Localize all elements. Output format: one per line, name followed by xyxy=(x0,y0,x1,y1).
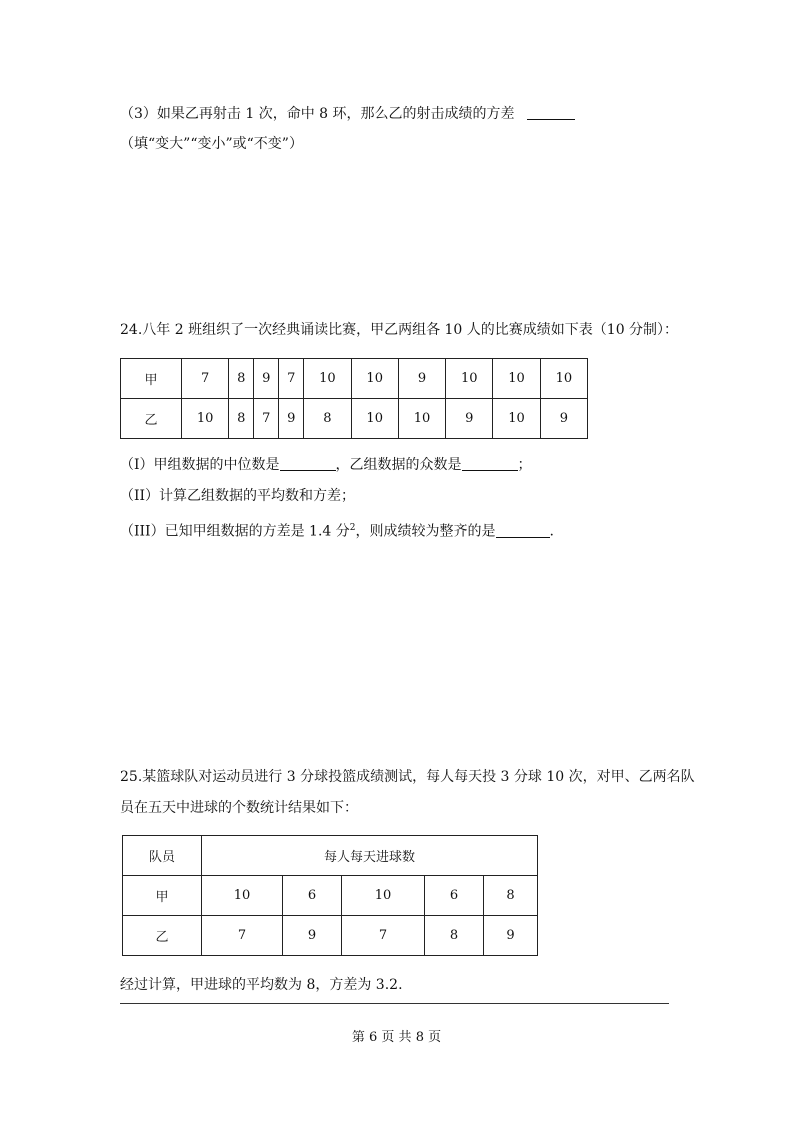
table-row xyxy=(121,359,588,399)
table-cell: 9 xyxy=(254,359,279,399)
table-row xyxy=(123,916,538,956)
answer-blank xyxy=(462,456,518,471)
table-cell: 10 xyxy=(540,359,587,399)
answer-blank xyxy=(527,105,575,120)
answer-blank xyxy=(280,456,336,471)
table-cell: 7 xyxy=(182,359,229,399)
q23-hint: （填“变大”“变小”或“不变”） xyxy=(120,136,303,152)
q24-part1: （I）甲组数据的中位数是 ，乙组数据的众数是 ； xyxy=(120,457,532,473)
answer-blank xyxy=(496,523,550,538)
table-cell: 9 xyxy=(484,916,538,956)
table-cell: 10 xyxy=(493,399,540,439)
table-cell: 10 xyxy=(398,399,445,439)
table-cell: 9 xyxy=(540,399,587,439)
table-cell: 10 xyxy=(342,876,425,916)
row-label: 乙 xyxy=(121,399,182,439)
q23-part3: （3）如果乙再射击 1 次，命中 8 环，那么乙的射击成绩的方差 xyxy=(120,104,575,124)
q25-after: 经过计算，甲进球的平均数为 8，方差为 3.2. xyxy=(120,977,403,993)
table-cell: 10 xyxy=(304,359,351,399)
table-cell: 10 xyxy=(493,359,540,399)
table-row xyxy=(121,399,588,439)
table-cell: 10 xyxy=(202,876,283,916)
table-cell: 8 xyxy=(484,876,538,916)
row-label: 甲 xyxy=(123,876,202,916)
table-cell: 8 xyxy=(229,399,254,439)
q24-part2: （II）计算乙组数据的平均数和方差； xyxy=(120,488,356,504)
q25-line2: 员在五天中进球的个数统计结果如下： xyxy=(120,800,358,816)
table-cell: 8 xyxy=(229,359,254,399)
q25-basketball-table xyxy=(122,835,538,956)
table-row xyxy=(123,836,538,876)
q24-intro: 24.八年 2 班组织了一次经典诵读比赛，甲乙两组各 10 人的比赛成绩如下表（10 分制）： xyxy=(120,322,679,338)
table-row xyxy=(123,876,538,916)
footer-divider xyxy=(120,1003,669,1004)
table-cell: 9 xyxy=(283,916,342,956)
table-cell: 10 xyxy=(446,359,493,399)
row-label: 甲 xyxy=(121,359,182,399)
table-cell: 7 xyxy=(342,916,425,956)
table-cell: 9 xyxy=(398,359,445,399)
q24-part3: （III）已知甲组数据的方差是 1.4 分$^2$，则成绩较为整齐的是 . xyxy=(120,523,554,540)
header-cell: 每人每天进球数 xyxy=(202,836,538,876)
table-cell: 7 xyxy=(254,399,279,439)
table-cell: 6 xyxy=(283,876,342,916)
q24-score-table xyxy=(120,358,588,439)
table-cell: 10 xyxy=(351,359,398,399)
table-cell: 9 xyxy=(279,399,304,439)
page-footer: 第 6 页 共 8 页 xyxy=(351,1030,442,1045)
table-cell: 10 xyxy=(182,399,229,439)
table-cell: 7 xyxy=(279,359,304,399)
table-cell: 8 xyxy=(425,916,484,956)
table-cell: 7 xyxy=(202,916,283,956)
header-cell: 队员 xyxy=(123,836,202,876)
q25-line1: 25.某篮球队对运动员进行 3 分球投篮成绩测试，每人每天投 3 分球 10 次，对甲、乙两名队 xyxy=(120,769,695,785)
table-cell: 8 xyxy=(304,399,351,439)
table-cell: 10 xyxy=(351,399,398,439)
row-label: 乙 xyxy=(123,916,202,956)
table-cell: 9 xyxy=(446,399,493,439)
table-cell: 6 xyxy=(425,876,484,916)
